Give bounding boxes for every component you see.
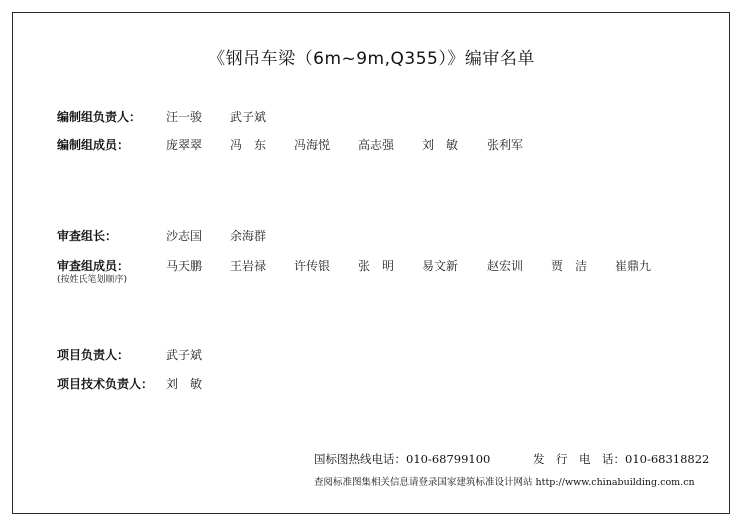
editor-member-name: 张利军 xyxy=(487,138,524,152)
review-members-label: 审查组成员： xyxy=(57,259,130,273)
editor-members-label: 编制组成员： xyxy=(57,138,130,152)
hotline-text: 国标图热线电话：010-68799100 xyxy=(314,452,491,466)
editor-member-name: 冯 东 xyxy=(230,138,267,152)
editor-member-name: 刘 敏 xyxy=(422,138,459,152)
page-title: 《钢吊车梁（6m~9m,Q355）》编审名单 xyxy=(208,49,535,69)
editor-member-name: 高志强 xyxy=(358,138,395,152)
project-tech-lead-label: 项目技术负责人： xyxy=(57,377,154,391)
editor-lead-name: 武子斌 xyxy=(230,110,267,124)
review-member-name: 贾 洁 xyxy=(551,259,588,273)
review-lead-label: 审查组长： xyxy=(57,229,118,243)
editor-lead-label: 编制组负责人： xyxy=(57,110,142,124)
review-member-name: 赵宏训 xyxy=(487,259,524,273)
review-member-name: 崔鼎九 xyxy=(615,259,652,273)
review-member-name: 许传银 xyxy=(294,259,331,273)
review-member-name: 易文新 xyxy=(422,259,459,273)
project-tech-lead-name: 刘 敏 xyxy=(166,377,203,391)
editor-member-name: 庞翠翠 xyxy=(166,138,203,152)
review-member-name: 张 明 xyxy=(358,259,395,273)
review-member-name: 王岩禄 xyxy=(230,259,267,273)
project-lead-name: 武子斌 xyxy=(166,348,203,362)
review-lead-name: 余海群 xyxy=(230,229,267,243)
review-members-note: (按姓氏笔划顺序) xyxy=(57,275,128,285)
review-member-name: 马天鹏 xyxy=(166,259,203,273)
editor-member-name: 冯海悦 xyxy=(294,138,331,152)
project-lead-label: 项目负责人： xyxy=(57,348,130,362)
distribution-phone-text: 发 行 电 话：010-68318822 xyxy=(533,452,710,466)
editor-lead-name: 汪一骏 xyxy=(166,110,203,124)
website-note: 查阅标准图集相关信息请登录国家建筑标准设计网站 http://www.chinabuilding.com.cn xyxy=(314,477,695,488)
review-lead-name: 沙志国 xyxy=(166,229,203,243)
